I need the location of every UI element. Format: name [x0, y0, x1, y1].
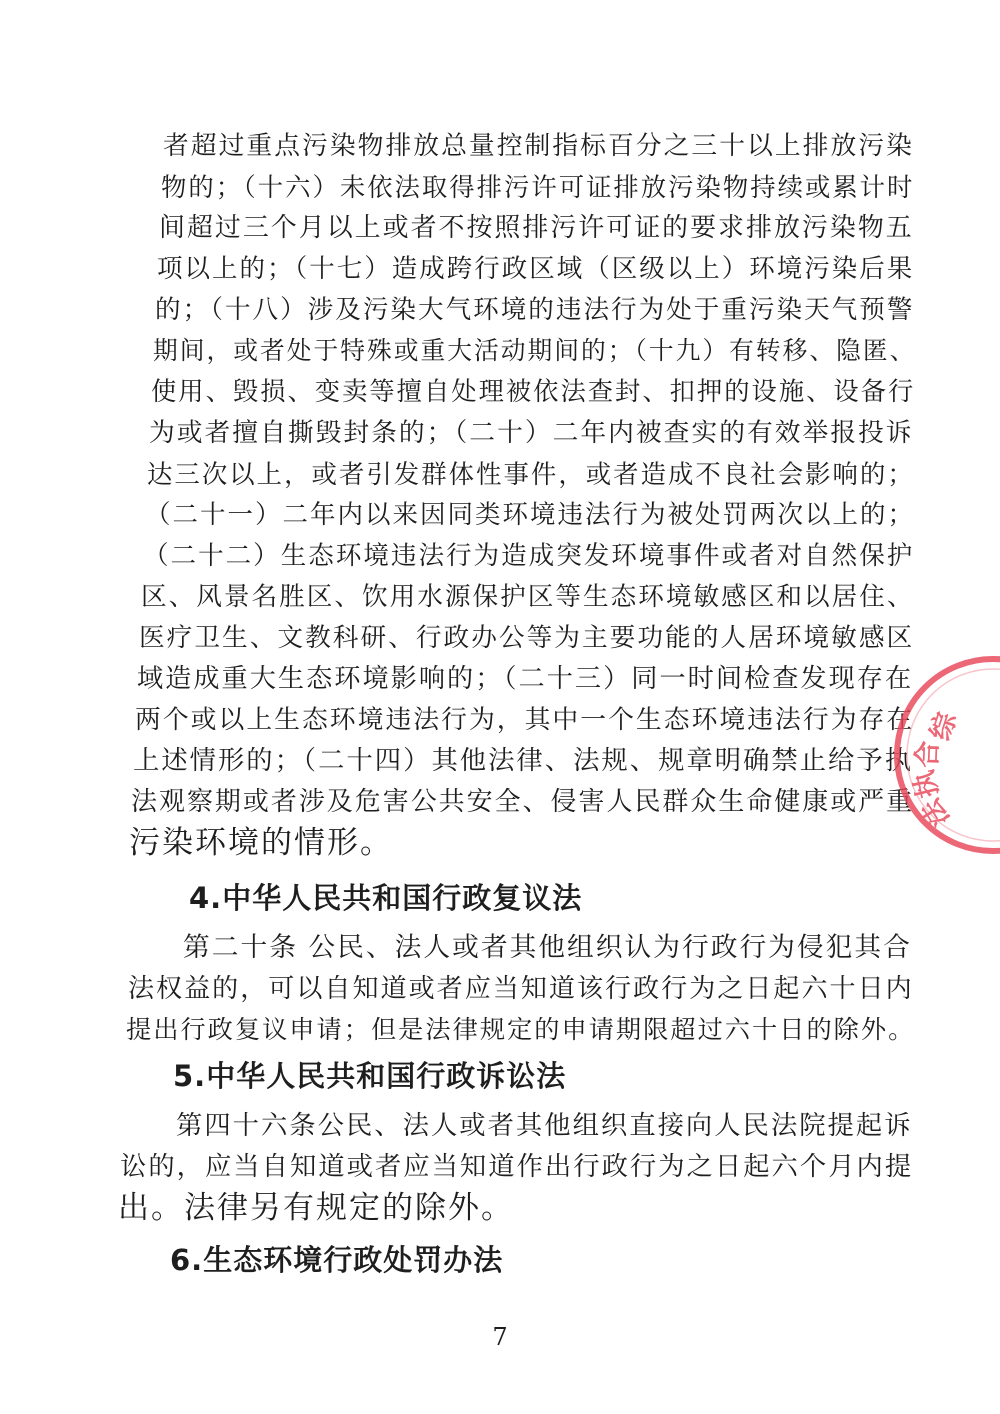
text-line: （二十二）生态环境违法行为造成突发环境事件或者对自然保护: [143, 541, 915, 571]
section-heading: 6.生态环境行政处罚办法: [170, 1243, 504, 1277]
text-line: 第二十条 公民、法人或者其他组织认为行政行为侵犯其合: [183, 932, 912, 963]
text-line: 项以上的；（十七）造成跨行政区域（区级以上）环境污染后果: [157, 254, 915, 284]
text-line: 使用、毁损、变卖等擅自处理被依法查封、扣押的设施、设备行: [151, 377, 916, 406]
section-heading: 4.中华人民共和国行政复议法: [189, 881, 583, 915]
text-line: 者超过重点污染物排放总量控制指标百分之三十以上排放污染: [163, 131, 914, 161]
text-line: 提出行政复议申请；但是法律规定的申请期限超过六十日的除外。: [126, 1015, 916, 1044]
text-line: 法观察期或者涉及危害公共安全、侵害人民群众生命健康或严重: [131, 787, 915, 817]
text-line: 为或者擅自撕毁封条的；（二十）二年内被查实的有效举报投诉: [149, 418, 914, 448]
text-line: 间超过三个月以上或者不按照排污许可证的要求排放污染物五: [159, 213, 914, 243]
text-line: （二十一）二年内以来因同类环境违法行为被处罚两次以上的；: [145, 500, 916, 530]
text-line: 污染环境的情形。: [129, 825, 393, 861]
svg-text:执: 执: [908, 767, 945, 801]
text-line: 域造成重大生态环境影响的；（二十三）同一时间检查发现存在: [137, 664, 914, 694]
svg-text:法: 法: [915, 793, 956, 833]
text-line: 法权益的，可以自知道或者应当知道该行政行为之日起六十日内: [128, 974, 914, 1004]
svg-text:综: 综: [925, 708, 964, 745]
text-line: 出。法律另有规定的除外。: [118, 1190, 514, 1226]
text-line: 期间，或者处于特殊或重大活动期间的；（十九）有转移、隐匿、: [153, 336, 917, 365]
text-line: 讼的，应当自知道或者应当知道作出行政行为之日起六个月内提: [120, 1152, 914, 1182]
text-line: 第四十六条公民、法人或者其他组织直接向人民法院提起诉: [176, 1111, 913, 1141]
text-line: 两个或以上生态环境违法行为，其中一个生态环境违法行为存在: [135, 705, 915, 735]
text-line: 上述情形的；（二十四）其他法律、法规、规章明确禁止给予执: [133, 746, 914, 776]
text-line: 物的；（十六）未依法取得排污许可证排放污染物持续或累计时: [161, 172, 915, 202]
text-line: 区、风景名胜区、饮用水源保护区等生态环境敏感区和以居住、: [141, 582, 915, 612]
text-line: 医疗卫生、文教科研、行政办公等为主要功能的人居环境敏感区: [139, 623, 915, 653]
text-line: 的；（十八）涉及污染大气环境的违法行为处于重污染天气预警: [155, 295, 915, 325]
svg-text:合: 合: [912, 740, 944, 769]
text-line: 达三次以上，或者引发群体性事件，或者造成不良社会影响的；: [147, 459, 915, 489]
page-number: 7: [492, 1323, 508, 1351]
section-heading: 5.中华人民共和国行政诉讼法: [173, 1059, 567, 1093]
